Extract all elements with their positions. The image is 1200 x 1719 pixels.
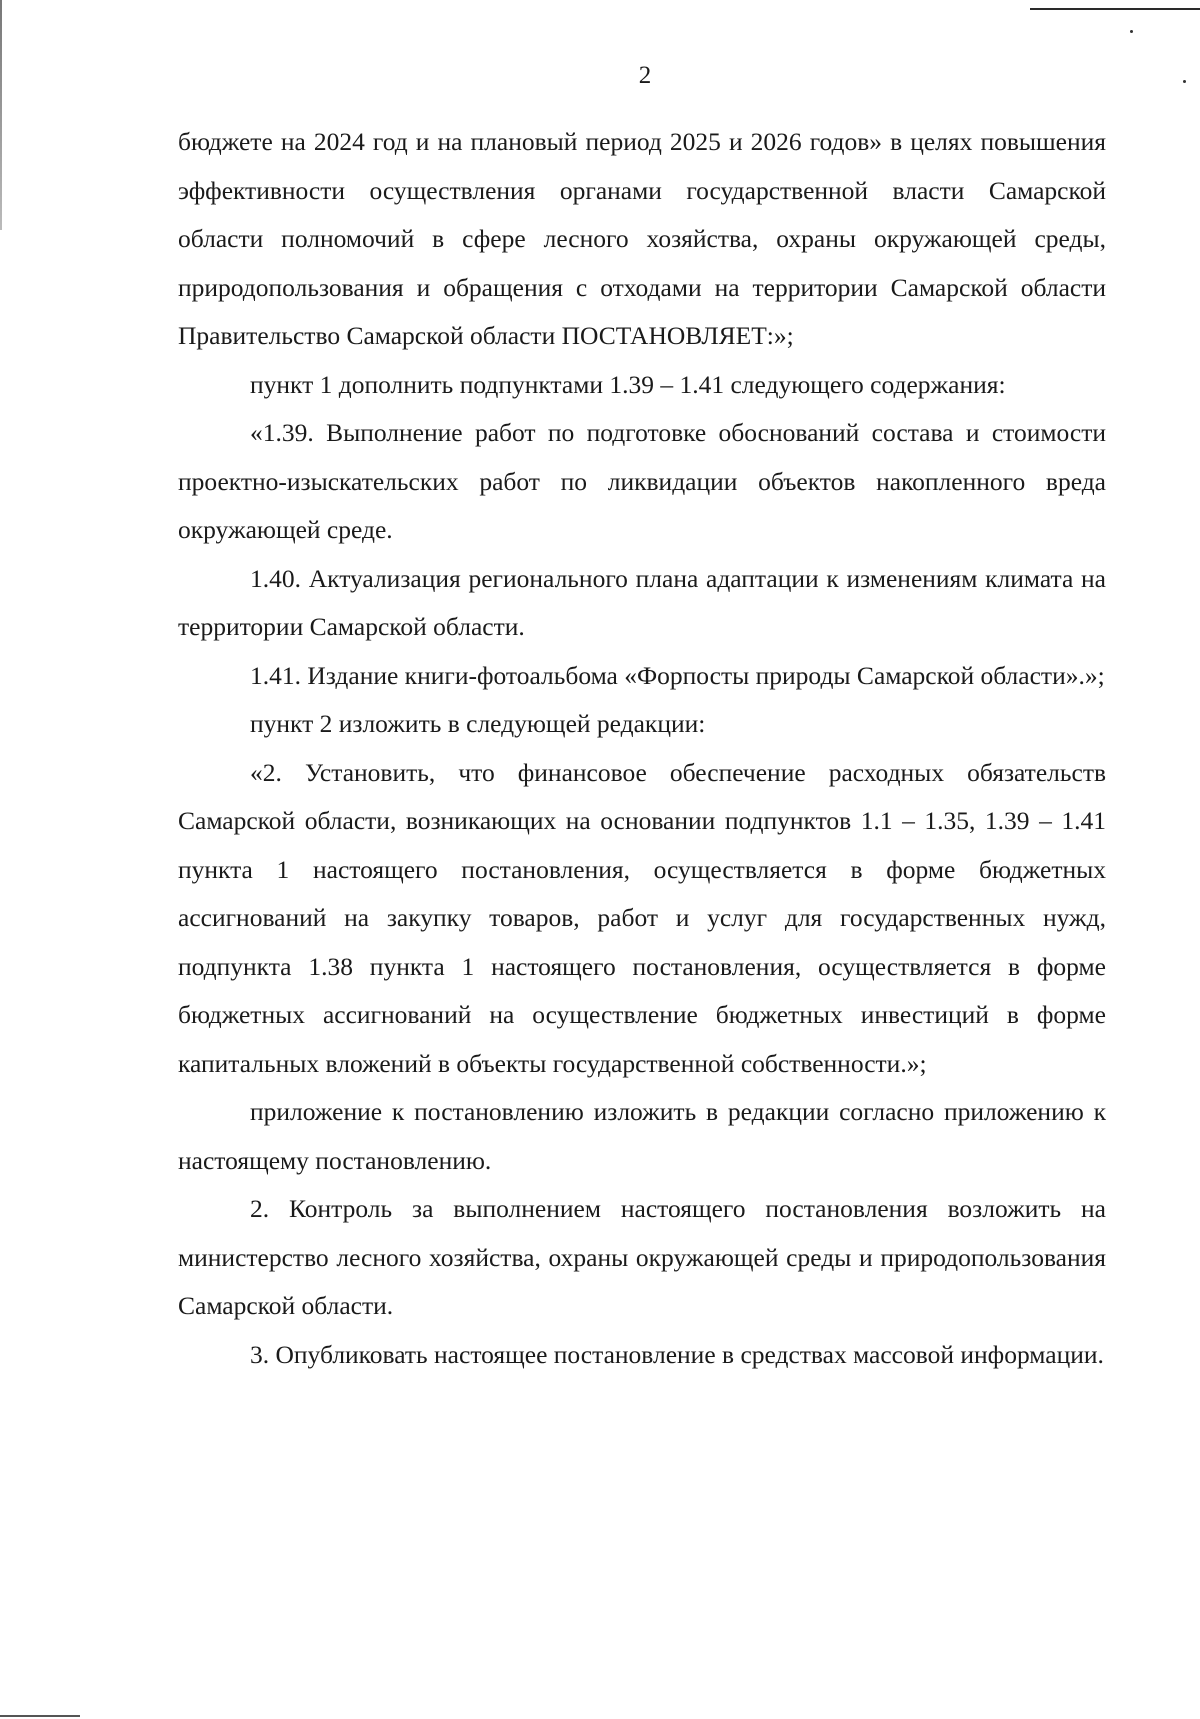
- paragraph-subpoint-1-39: «1.39. Выполнение работ по подготовке обоснований состава и стоимости проектно-изыскательских работ по ликвидации объектов накопленного вреда окружающей среде.: [178, 418, 1106, 544]
- paragraph-point-2-text: «2. Установить, что финансовое обеспечение расходных обязательств Самарской области, возникающих на основании подпунктов 1.1 – 1.35, 1.39 – 1.41 пункта 1 настоящего постановления, осуществляется в форме бюджетных ассигнований на закупку товаров, работ и услуг для государственных нужд, подпункта 1.38 пункта 1 настоящего постановления, осуществляется в форме бюджетных ассигнований на осуществление бюджетных инвестиций в форме капитальных вложений в объекты государственной собственности.»;: [178, 757, 1106, 1078]
- paragraph-appendix: приложение к постановлению изложить в редакции согласно приложению к настоящему постановлению.: [178, 1097, 1106, 1175]
- scan-artifact-line: [1030, 8, 1200, 10]
- paragraph-preamble-continuation: бюджете на 2024 год и на плановый период 2025 и 2026 годов» в целях повышения эффективности осуществления органами государственной власти Самарской области полномочий в сфере лесного хозяйства, охраны окружающей среды, природопользования и обращения с отходами на территории Самарской области Правительство Самарской области ПОСТАНОВЛЯЕТ:»;: [178, 127, 1106, 350]
- document-body: [178, 118, 1106, 1379]
- page-number: 2: [638, 62, 652, 89]
- paragraph-publish: 3. Опубликовать настоящее постановление в средствах массовой информации.: [250, 1339, 1104, 1369]
- scan-artifact-dot: [1130, 30, 1133, 33]
- scan-artifact-edge: [0, 0, 2, 230]
- paragraph-subpoint-1-41: 1.41. Издание книги-фотоальбома «Форпосты природы Самарской области».»;: [250, 660, 1105, 690]
- scan-artifact-line: [0, 1715, 80, 1717]
- paragraph-control: 2. Контроль за выполнением настоящего постановления возложить на министерство лесного хозяйства, охраны окружающей среды и природопользования Самарской области.: [178, 1194, 1106, 1320]
- paragraph-amend-point-1: пункт 1 дополнить подпунктами 1.39 – 1.41 следующего содержания:: [250, 369, 1006, 399]
- paragraph-subpoint-1-40: 1.40. Актуализация регионального плана адаптации к изменениям климата на территории Самарской области.: [178, 563, 1106, 641]
- paragraph-amend-point-2: пункт 2 изложить в следующей редакции:: [250, 709, 706, 738]
